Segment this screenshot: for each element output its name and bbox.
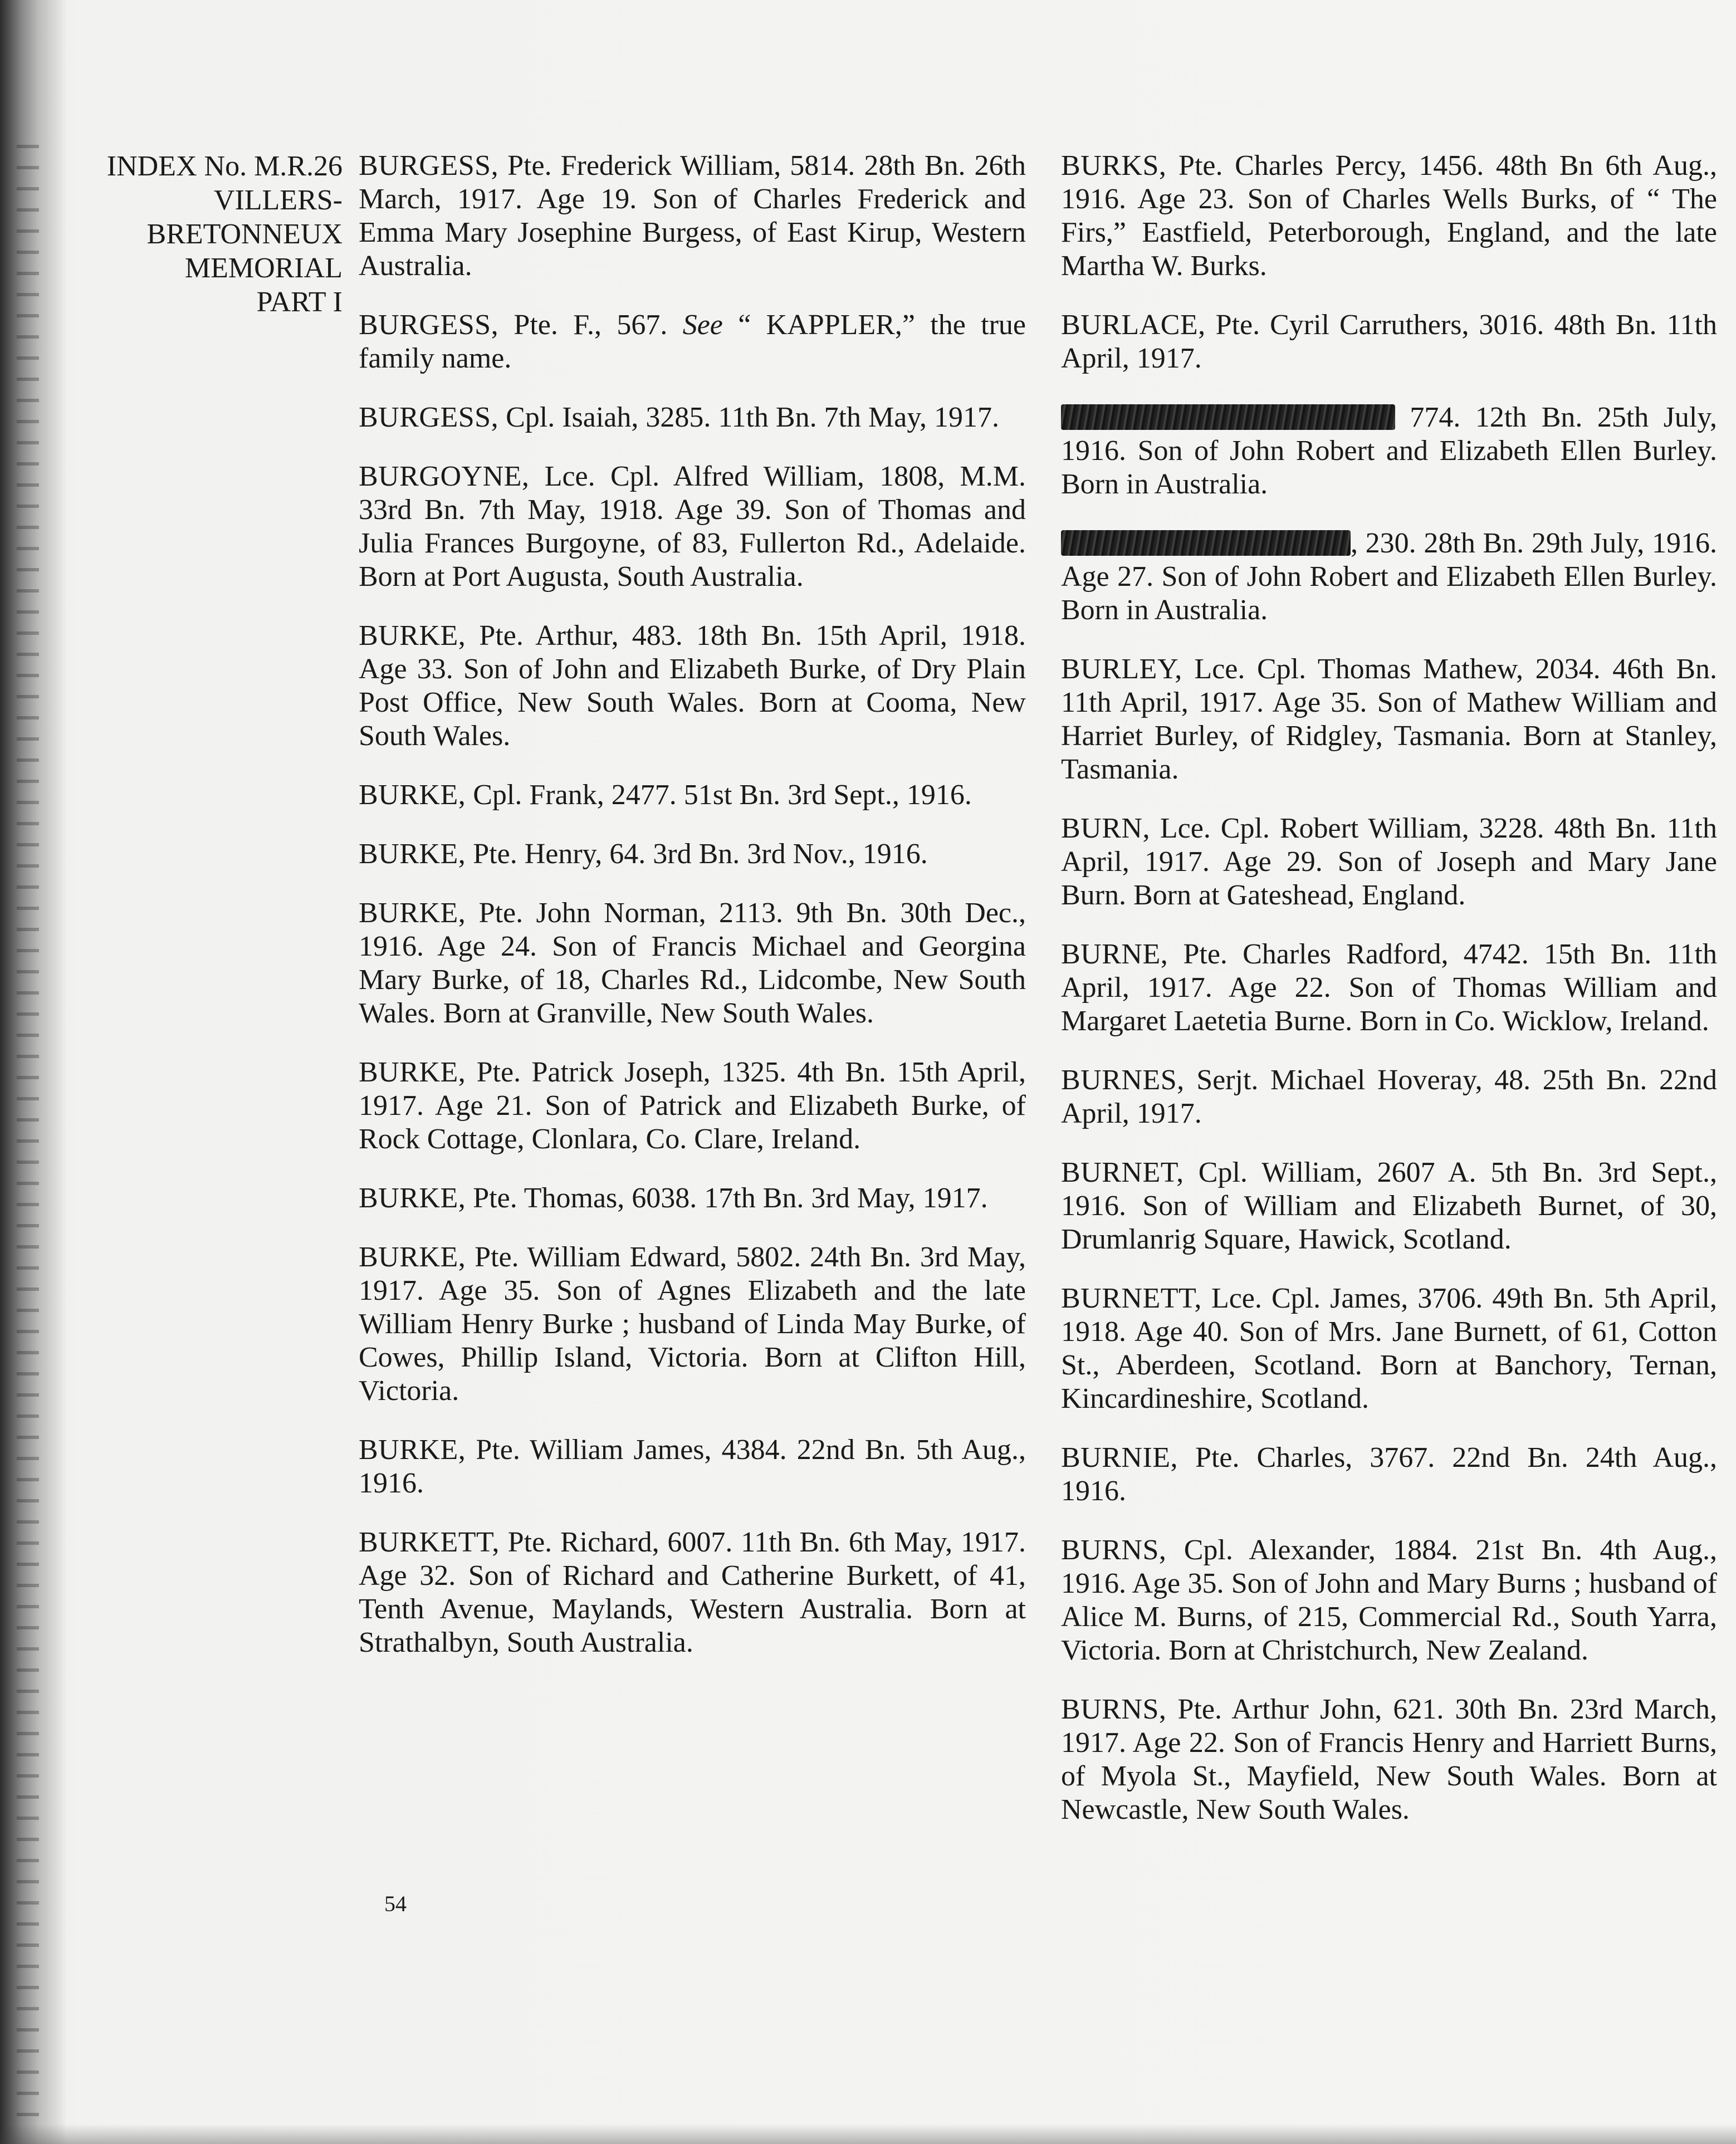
casualty-details: Lce. Cpl. James, 3706. 49th Bn. 5th April, 1918. Age 40. Son of Mrs. Jane Burnett, of 61, Cotton St., Aberdeen, Scotland. Born at Banchory, Ternan, Kincardineshire, Scotland. [1061,1283,1717,1414]
casualty-entry [1061,1156,1717,1256]
casualty-surname: BURKE, [359,897,466,929]
casualty-details: Pte. Arthur, 483. 18th Bn. 15th April, 1918. Age 33. Son of John and Elizabeth Burke, of Dry Plain Post Office, New South Wales. Born at Cooma, New South Wales. [359,620,1026,752]
casualty-surname: BURNET, [1061,1157,1184,1188]
casualty-details: Pte. William James, 4384. 22nd Bn. 5th Aug., 1916. [359,1434,1026,1499]
casualty-surname: BURNETT, [1061,1283,1202,1314]
casualty-entry [1061,1282,1717,1416]
casualty-entry [1061,401,1717,501]
redacted-name [1061,404,1395,430]
casualty-details: , 230. 28th Bn. 29th July, 1916. Age 27. Son of John Robert and Elizabeth Ellen Burley. Born in Australia. [1061,527,1717,626]
see-reference: See [682,309,723,341]
casualty-entry [1061,1534,1717,1667]
left-column [359,149,1026,1685]
casualty-surname: BURNE, [1061,938,1168,970]
casualty-surname: BURGESS, [359,150,499,182]
casualty-surname: BURGESS, [359,309,499,341]
index-memorial: MEMORIAL [184,252,343,284]
casualty-surname: BURGOYNE, [359,461,530,492]
casualty-surname: BURNIE, [1061,1442,1178,1474]
casualty-entry [1061,527,1717,627]
casualty-entry [359,1182,1026,1215]
memorial-index-label [53,149,343,319]
casualty-details: Pte. Richard, 6007. 11th Bn. 6th May, 1917. Age 32. Son of Richard and Catherine Burkett, of 41, Tenth Avenue, Maylands, Western Australia. Born at Strathalbyn, South Australia. [359,1526,1026,1658]
casualty-details: Cpl. William, 2607 A. 5th Bn. 3rd Sept., 1916. Son of William and Elizabeth Burnet, of 30, Drumlanrig Square, Hawick, Scotland. [1061,1157,1717,1255]
casualty-entry [1061,149,1717,283]
casualty-details: Pte. Henry, 64. 3rd Bn. 3rd Nov., 1916. [466,838,928,870]
casualty-entry [359,309,1026,375]
casualty-entry [359,149,1026,283]
casualty-surname: BURKS, [1061,150,1167,182]
casualty-entry [359,401,1026,434]
casualty-surname: BURKE, [359,1056,466,1088]
casualty-details: Pte. William Edward, 5802. 24th Bn. 3rd May, 1917. Age 35. Son of Agnes Elizabeth and the late William Henry Burke ; husband of Linda May Burke, of Cowes, Phillip Island, Victoria. Born at Clifton Hill, Victoria. [359,1241,1026,1407]
casualty-details: Pte. Cyril Carruthers, 3016. 48th Bn. 11th April, 1917. [1061,309,1717,374]
casualty-entry [359,897,1026,1030]
casualty-entry [359,1241,1026,1408]
casualty-surname: BURNES, [1061,1064,1185,1096]
casualty-entry [1061,812,1717,912]
casualty-details: Cpl. Frank, 2477. 51st Bn. 3rd Sept., 1916. [466,779,972,811]
casualty-details: Serjt. Michael Hoveray, 48. 25th Bn. 22nd April, 1917. [1061,1064,1717,1129]
index-number: INDEX No. M.R.26 [106,150,343,182]
casualty-surname: BURGESS, [359,402,499,433]
casualty-entry [359,460,1026,594]
casualty-surname: BURKE, [359,620,466,652]
casualty-details: Pte. Frederick William, 5814. 28th Bn. 26th March, 1917. Age 19. Son of Charles Frederick and Emma Mary Josephine Burgess, of East Kirup, Western Australia. [359,150,1026,282]
casualty-surname: BURNS, [1061,1693,1167,1725]
casualty-details: Lce. Cpl. Alfred William, 1808, M.M. 33rd Bn. 7th May, 1918. Age 39. Son of Thomas and Julia Frances Burgoyne, of 83, Fullerton Rd., Adelaide. Born at Port Augusta, South Australia. [359,461,1026,593]
casualty-details: Pte. John Norman, 2113. 9th Bn. 30th Dec., 1916. Age 24. Son of Francis Michael and Georgina Mary Burke, of 18, Charles Rd., Lidcombe, New South Wales. Born at Granville, New South Wales. [359,897,1026,1029]
casualty-details: Cpl. Isaiah, 3285. 11th Bn. 7th May, 1917. [498,402,999,433]
casualty-entry [359,619,1026,753]
casualty-entry [359,1056,1026,1156]
casualty-details: 774. 12th Bn. 25th July, 1916. Son of John Robert and Elizabeth Ellen Burley. Born in Australia. [1061,402,1717,500]
casualty-details: Lce. Cpl. Robert William, 3228. 48th Bn. 11th April, 1917. Age 29. Son of Joseph and Mary Jane Burn. Born at Gateshead, England. [1061,812,1717,911]
index-place-2: BRETONNEUX [146,218,343,250]
casualty-entry [1061,1441,1717,1508]
casualty-surname: BURNS, [1061,1534,1167,1566]
right-column [1061,149,1717,1852]
index-part: PART I [256,286,343,318]
casualty-entry [1061,938,1717,1038]
page-number: 54 [384,1891,407,1916]
casualty-details: Pte. Charles Percy, 1456. 48th Bn 6th Aug., 1916. Age 23. Son of Charles Wells Burks, of “ The Firs,” Eastfield, Peterborough, England, and the late Martha W. Burks. [1061,150,1717,282]
casualty-details: Pte. Charles, 3767. 22nd Bn. 24th Aug., 1916. [1061,1442,1717,1507]
casualty-surname: BURKE, [359,838,466,870]
redacted-name [1061,530,1351,556]
casualty-entry [1061,1693,1717,1827]
casualty-entry [359,779,1026,812]
casualty-details: Pte. Thomas, 6038. 17th Bn. 3rd May, 1917. [466,1182,988,1214]
binding-texture [17,145,39,2127]
casualty-details: Pte. Charles Radford, 4742. 15th Bn. 11th April, 1917. Age 22. Son of Thomas William and Margaret Laetetia Burne. Born in Co. Wicklow, Ireland. [1061,938,1717,1037]
casualty-details: Pte. Patrick Joseph, 1325. 4th Bn. 15th April, 1917. Age 21. Son of Patrick and Elizabeth Burke, of Rock Cottage, Clonlara, Co. Clare, Ireland. [359,1056,1026,1155]
casualty-entry [1061,653,1717,786]
casualty-surname: BURLEY, [1061,653,1182,685]
casualty-entry [359,1433,1026,1500]
casualty-surname: BURKETT, [359,1526,500,1558]
casualty-surname: BURKE, [359,1434,466,1466]
casualty-entry [359,1526,1026,1660]
casualty-surname: BURN, [1061,812,1150,844]
casualty-surname: BURLACE, [1061,309,1206,341]
casualty-entry [1061,1064,1717,1130]
casualty-details: Cpl. Alexander, 1884. 21st Bn. 4th Aug., 1916. Age 35. Son of John and Mary Burns ; husband of Alice M. Burns, of 215, Commercial Rd., South Yarra, Victoria. Born at Christchurch, New Zealand. [1061,1534,1717,1666]
casualty-details-continued: “ KAPPLER,” the true family name. [359,309,1026,374]
casualty-surname: BURKE, [359,1241,466,1273]
index-place-1: VILLERS- [213,184,343,216]
casualty-entry [359,838,1026,871]
casualty-surname: BURKE, [359,1182,466,1214]
page-bottom-edge [0,2124,1736,2144]
casualty-details: Pte. Arthur John, 621. 30th Bn. 23rd March, 1917. Age 22. Son of Francis Henry and Harriett Burns, of Myola St., Mayfield, New South Wales. Born at Newcastle, New South Wales. [1061,1693,1717,1825]
casualty-entry [1061,309,1717,375]
casualty-surname: BURKE, [359,779,466,811]
casualty-details: Lce. Cpl. Thomas Mathew, 2034. 46th Bn. 11th April, 1917. Age 35. Son of Mathew William and Harriet Burley, of Ridgley, Tasmania. Born at Stanley, Tasmania. [1061,653,1717,785]
casualty-details: Pte. F., 567. [498,309,683,341]
